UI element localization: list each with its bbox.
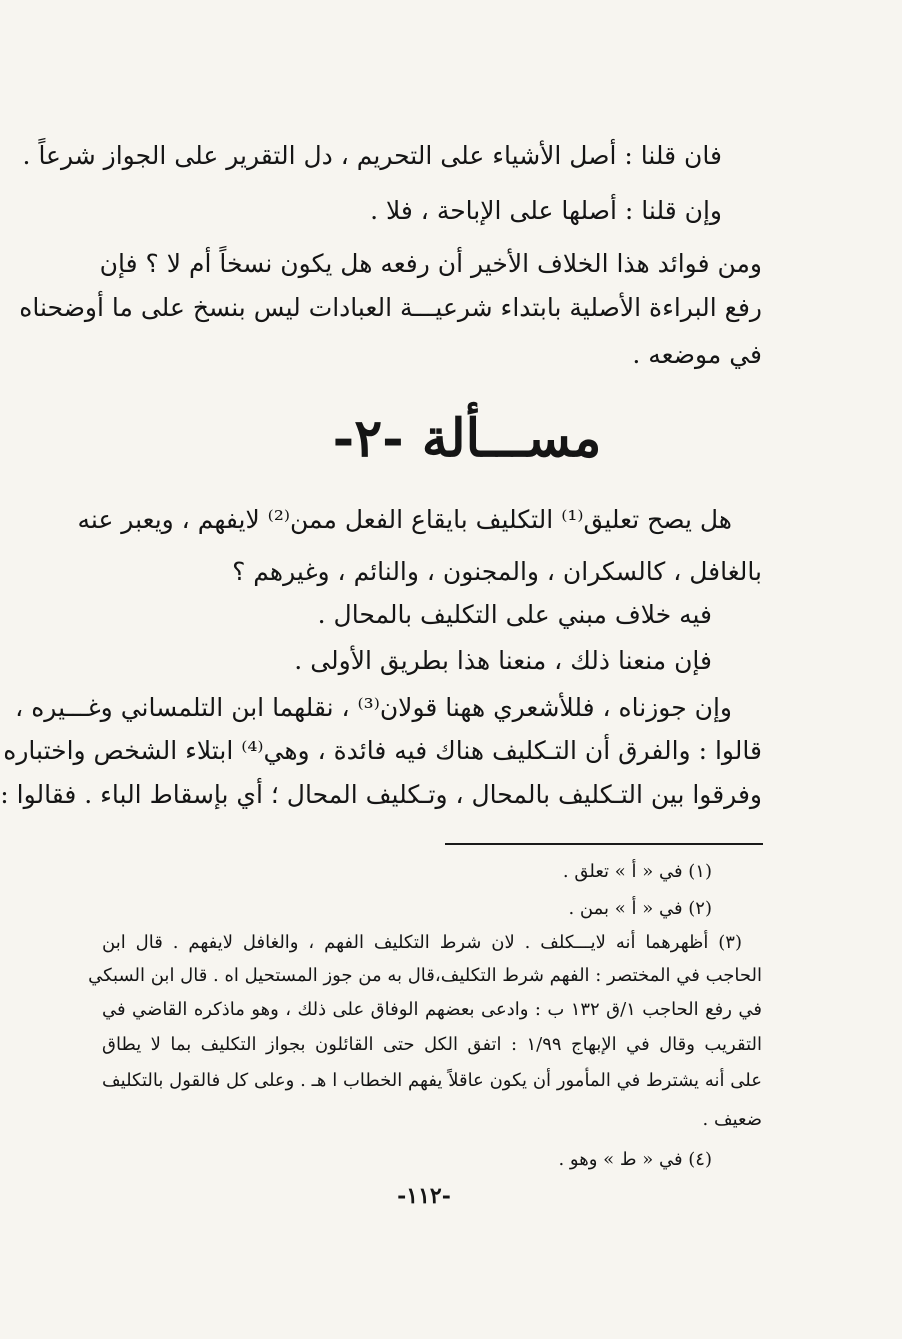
text-line: في موضعه . xyxy=(632,340,762,369)
text-line: فيه خلاف مبني على التكليف بالمحال . xyxy=(317,600,712,629)
text-line: هل يصح تعليق⁽¹⁾ التكليف بايقاع الفعل ممن⁽²⁾ لايفهم ، ويعبر عنه xyxy=(77,505,732,534)
text-line: رفع البراءة الأصلية بابتداء شرعيـــة العبادات ليس بنسخ على ما أوضحناه xyxy=(19,293,762,322)
footnote: (٣) أظهرهما أنه لايـــكلف . لان شرط التكليف الفهم ، والغافل لايفهم . قال ابن xyxy=(102,932,742,953)
page-number: -١١٢- xyxy=(397,1183,451,1209)
section-heading: مســـألة -٢- xyxy=(332,408,602,469)
footnote-separator xyxy=(445,843,763,845)
text-line: فان قلنا : أصل الأشياء على التحريم ، دل التقرير على الجواز شرعاً . xyxy=(22,141,722,170)
text-line: وإن قلنا : أصلها على الإباحة ، فلا . xyxy=(370,196,722,225)
text-line: قالوا : والفرق أن التـكليف هناك فيه فائدة ، وهي⁽⁴⁾ ابتلاء الشخص واختباره xyxy=(3,736,762,765)
footnote: الحاجب في المختصر : الفهم شرط التكليف،قال به من جوز المستحيل اه . قال ابن السبكي xyxy=(88,965,762,986)
text-line: ومن فوائد هذا الخلاف الأخير أن رفعه هل يكون نسخاً أم لا ؟ فإن xyxy=(99,249,762,278)
text-line: فإن منعنا ذلك ، منعنا هذا بطريق الأولى . xyxy=(294,646,712,675)
footnote: التقريب وقال في الإبهاج ١/٩٩ : اتفق الكل حتى القائلون بجواز التكليف بما لا يطاق xyxy=(102,1034,763,1055)
footnote: في رفع الحاجب ١/ق ١٣٢ ب : وادعى بعضهم الوفاق على ذلك ، وهو ماذكره القاضي في xyxy=(102,999,762,1020)
text-line: وإن جوزناه ، فللأشعري ههنا قولان⁽³⁾ ، نقلهما ابن التلمساني وغـــيره ، xyxy=(15,693,732,722)
footnote: (١) في « أ » تعلق . xyxy=(562,861,712,882)
text-line: وفرقوا بين التـكليف بالمحال ، وتـكليف المحال ؛ أي بإسقاط الباء . فقالوا : xyxy=(0,780,762,809)
footnote: ضعيف . xyxy=(702,1109,762,1130)
footnote: (٢) في « أ » بمن . xyxy=(568,898,712,919)
footnote: على أنه يشترط في المأمور أن يكون عاقلاً يفهم الخطاب ا هـ . وعلى كل فالقول بالتكليف xyxy=(102,1070,762,1091)
text-line: بالغافل ، كالسكران ، والمجنون ، والنائم ، وغيرهم ؟ xyxy=(232,557,762,586)
footnote: (٤) في « ط » وهو . xyxy=(558,1149,712,1170)
